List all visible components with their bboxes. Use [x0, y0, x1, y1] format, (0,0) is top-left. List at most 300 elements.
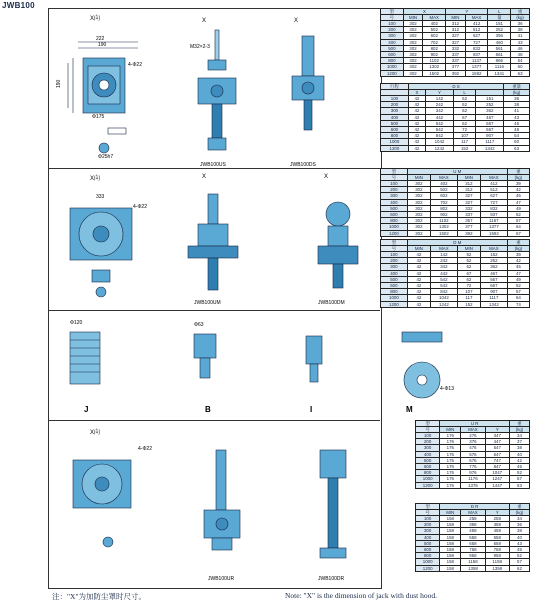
svg-text:M: M: [406, 405, 413, 414]
table-cell: 567: [476, 120, 504, 126]
table-cell: 1042: [431, 295, 458, 301]
table-cell: 176: [440, 439, 461, 445]
table-cell: 300: [381, 108, 409, 114]
table-cell: 41: [511, 33, 530, 39]
table-cell: 302: [403, 39, 423, 45]
svg-text:X: X: [202, 174, 207, 180]
table-cell: 242: [431, 258, 458, 264]
table-cell: 467: [481, 270, 508, 276]
table-cell: 362: [481, 264, 508, 270]
table-cell: 100: [381, 96, 409, 102]
table-cell: 200: [416, 522, 440, 528]
svg-text:4-Φ22: 4-Φ22: [128, 62, 142, 68]
table-cell: 937: [481, 212, 508, 218]
table-cell: 402: [431, 181, 458, 187]
table-cell: 57: [509, 559, 529, 565]
table-cell: 400: [381, 199, 408, 205]
table-cell: 976: [461, 470, 485, 476]
table-cell: 302: [407, 181, 430, 187]
table-cell: 312: [446, 21, 466, 27]
panel4-drawing: [48, 420, 380, 587]
svg-text:4-Φ22: 4-Φ22: [138, 446, 152, 452]
svg-text:4-Φ13: 4-Φ13: [440, 386, 454, 392]
table-cell: 392: [446, 70, 466, 76]
table-cell: 337: [446, 58, 466, 64]
table-cell: 158: [440, 559, 461, 565]
table-cell: 52: [457, 258, 480, 264]
table-cell: 561: [488, 45, 511, 51]
table-cell: 100: [381, 181, 408, 187]
svg-text:M32×2-3: M32×2-3: [190, 44, 210, 50]
table-cell: 1342: [481, 301, 508, 307]
panel1-drawing: [48, 8, 380, 168]
table-cell: 42: [407, 258, 430, 264]
table-cell: 902: [423, 52, 446, 58]
table-cell: 800: [381, 58, 404, 64]
table-cell: 48: [504, 127, 530, 133]
table-us-body: [381, 21, 530, 77]
table-cell: 52: [453, 96, 476, 102]
table-cell: 300: [416, 528, 440, 534]
table-cell: 327: [446, 39, 466, 45]
table-cell: 176: [440, 457, 461, 463]
table-cell: 63: [509, 482, 529, 488]
table-cell: 512: [481, 187, 508, 193]
table-cell: 67: [507, 230, 529, 236]
table-cell: 302: [403, 21, 423, 27]
footnote-cn: 注："X"为加防尘罩时尺寸。: [52, 592, 147, 601]
table-cell: 42: [408, 120, 425, 126]
table-cell: 500: [381, 205, 408, 211]
table-cell: 1000: [381, 224, 408, 230]
table-cell: 142: [426, 96, 454, 102]
table-cell: 392: [457, 230, 480, 236]
svg-text:X: X: [294, 18, 299, 24]
table-cell: 42: [407, 264, 430, 270]
table-cell: 302: [407, 193, 430, 199]
table-cell: 200: [416, 439, 440, 445]
table-row: [416, 482, 530, 488]
svg-text:Φ120: Φ120: [70, 320, 83, 326]
table-cell: 54: [504, 133, 530, 139]
table-cell: 600: [416, 464, 440, 470]
table-cell: 46: [504, 120, 530, 126]
table-cell: 907: [481, 289, 508, 295]
table-cell: 1047: [485, 470, 509, 476]
table-cell: 358: [461, 522, 485, 528]
table-cell: 400: [416, 451, 440, 457]
table-cell: 658: [485, 540, 509, 546]
view-label-1: X向: [90, 16, 101, 22]
table-cell: 1377: [465, 64, 488, 70]
table-cell: 312: [457, 187, 480, 193]
table-cell: 45: [509, 464, 529, 470]
table-cell: 347: [485, 433, 509, 439]
table-cell: 1302: [431, 224, 458, 230]
table-cell: 176: [440, 470, 461, 476]
svg-text:X: X: [324, 174, 329, 180]
table-cell: 1200: [381, 301, 408, 307]
table-cell: 500: [416, 457, 440, 463]
table-cell: 1376: [461, 482, 485, 488]
table-cell: 34: [509, 433, 529, 439]
table-cell: 60: [504, 139, 530, 145]
table-cell: 52: [507, 212, 529, 218]
table-cell: 36: [511, 21, 530, 27]
table-cell: 38: [509, 528, 529, 534]
svg-text:JWB100DM: JWB100DM: [318, 300, 345, 306]
table-cell: 902: [431, 212, 458, 218]
table-cell: 442: [426, 114, 454, 120]
table-cell: 52: [453, 102, 476, 108]
table-cell: 1137: [465, 58, 488, 64]
table-cell: 332: [457, 205, 480, 211]
table-cell: 100: [381, 21, 404, 27]
table-cell: 327: [446, 33, 466, 39]
table-cell: 400: [381, 114, 409, 120]
table-cell: 47: [507, 270, 529, 276]
accessory-m-drawing: [380, 310, 546, 420]
table-cell: 658: [461, 540, 485, 546]
table-cell: 602: [431, 193, 458, 199]
table-cell: 252: [481, 258, 508, 264]
table-cell: 302: [403, 70, 423, 76]
table-cell: 300: [381, 264, 408, 270]
table-row: [416, 565, 530, 571]
table-cell: 1377: [481, 224, 508, 230]
table-cell: 377: [446, 64, 466, 70]
table-cell: 38: [509, 445, 529, 451]
table-cell: 151: [476, 96, 504, 102]
table-cell: 34: [509, 516, 529, 522]
table-cell: 117: [453, 139, 476, 145]
table-cell: 442: [431, 270, 458, 276]
table-cell: 1158: [461, 559, 485, 565]
table-cell: 402: [423, 21, 446, 27]
table-cell: 302: [403, 64, 423, 70]
table-cell: 36: [509, 522, 529, 528]
table-cell: 41: [504, 108, 530, 114]
table-cell: 600: [381, 283, 408, 289]
table-cell: 302: [407, 199, 430, 205]
table-cell: 52: [509, 470, 529, 476]
table-row: [381, 230, 530, 236]
table-cell: 602: [423, 33, 446, 39]
table-cell: 1358: [461, 565, 485, 571]
table-cell: 802: [431, 205, 458, 211]
table-cell: 842: [431, 289, 458, 295]
table-cell: 38: [511, 27, 530, 33]
table-cell: 158: [440, 528, 461, 534]
table-cell: 447: [485, 439, 509, 445]
table-cell: 63: [504, 145, 530, 151]
table-cell: 467: [476, 114, 504, 120]
table-cell: 576: [461, 451, 485, 457]
table-cell: 567: [481, 276, 508, 282]
table-cell: 43: [509, 540, 529, 546]
table-cell: 758: [485, 547, 509, 553]
table-cell: 747: [485, 457, 509, 463]
table-cell: 72: [457, 283, 480, 289]
table-cell: 642: [431, 283, 458, 289]
svg-text:4-Φ22: 4-Φ22: [133, 204, 147, 210]
table-cell: 362: [476, 108, 504, 114]
table-cell: 42: [408, 139, 425, 145]
table-cell: 1117: [476, 139, 504, 145]
table-cell: 302: [407, 212, 430, 218]
svg-text:X向: X向: [90, 430, 101, 436]
table-cell: 342: [426, 108, 454, 114]
panel3-drawing: [48, 310, 380, 420]
table-cell: 458: [461, 528, 485, 534]
svg-text:Φ175: Φ175: [92, 114, 105, 120]
table-cell: 600: [416, 547, 440, 553]
table-cell: 1116: [488, 64, 511, 70]
table-cell: 667: [481, 283, 508, 289]
table-cell: 57: [507, 218, 529, 224]
table-cell: 42: [507, 187, 529, 193]
table-cell: 542: [426, 120, 454, 126]
table-cell: 176: [440, 482, 461, 488]
table-cell: 151: [488, 21, 511, 27]
table-cell: 958: [461, 553, 485, 559]
table-cell: 1200: [381, 70, 404, 76]
table-cell: 152: [453, 145, 476, 151]
table-cell: 158: [440, 534, 461, 540]
table-cell: 39: [507, 181, 529, 187]
table-cell: 502: [431, 187, 458, 193]
table-cell: 42: [407, 252, 430, 258]
table-cell: 667: [476, 127, 504, 133]
table-cell: 158: [440, 553, 461, 559]
table-cell: 42: [408, 96, 425, 102]
table-cell: 512: [465, 27, 488, 33]
table-cell: 117: [457, 295, 480, 301]
table-cell: 642: [426, 127, 454, 133]
table-cell: 458: [485, 528, 509, 534]
table-cell: 158: [440, 565, 461, 571]
table-cell: 1102: [423, 58, 446, 64]
table-cell: 1502: [431, 230, 458, 236]
svg-text:JWB100US: JWB100US: [200, 162, 226, 168]
table-cell: 45: [507, 264, 529, 270]
table-cell: 47: [507, 199, 529, 205]
table-cell: 1342: [476, 145, 504, 151]
table-cell: 42: [408, 133, 425, 139]
table-cell: 1247: [485, 476, 509, 482]
table-um: 型 U M 重 号 MIN MAX MIN MAX (kg) 100 302 402 312 412 39 200 302 502 312 512 42 300 302 602 327 627 45 400 302 702 327 727 47 500 302 802 332 832 49 600 302 902 337 937 52 800 302 1102 357 1157 57 1000 302 1302 377 1377 64 1200 302 1502 392 1592 67: [380, 168, 530, 237]
table-cell: 357: [457, 218, 480, 224]
table-dm: 型 D M 重 号 MIN MAX MIN MAX (kg) 100 42 142 52 152 39 200 42 242 52 252 42 300 42 342 62 362 45 400 42 442 67 467 47 500 42 542 62 567 49 600 42 642 72 667 52 800 42 842 107 907 57 1000 42 1042 117 1117 64 1200 42 1242 152 1342 74: [380, 239, 530, 308]
table-cell: 302: [403, 52, 423, 58]
table-cell: 300: [416, 445, 440, 451]
table-cell: 332: [446, 45, 466, 51]
table-cell: 400: [381, 39, 404, 45]
svg-text:222: 222: [96, 36, 105, 42]
svg-text:190: 190: [98, 42, 107, 48]
table-cell: 727: [481, 199, 508, 205]
table-cell: 1200: [416, 565, 440, 571]
table-cell: 62: [453, 108, 476, 114]
table-cell: 1302: [423, 64, 446, 70]
table-cell: 57: [507, 289, 529, 295]
table-cell: 842: [426, 133, 454, 139]
table-cell: 937: [465, 52, 488, 58]
table-cell: 1502: [423, 70, 446, 76]
table-cell: 1158: [485, 559, 509, 565]
table-cell: 49: [507, 276, 529, 282]
table-cell: 337: [446, 52, 466, 58]
table-cell: 1200: [381, 230, 408, 236]
table-cell: 37: [509, 439, 529, 445]
table-cell: 39: [507, 252, 529, 258]
table-cell: 62: [509, 565, 529, 571]
table-cell: 1242: [426, 145, 454, 151]
table-cell: 52: [457, 252, 480, 258]
table-cell: 74: [507, 301, 529, 307]
table-cell: 200: [381, 27, 404, 33]
table-cell: 252: [476, 102, 504, 108]
table-cell: 48: [511, 52, 530, 58]
table-cell: 907: [476, 133, 504, 139]
table-cell: 1102: [431, 218, 458, 224]
table-cell: 62: [457, 276, 480, 282]
table-cell: 42: [407, 276, 430, 282]
table-cell: 866: [488, 58, 511, 64]
table-cell: 152: [481, 252, 508, 258]
table-cell: 1592: [465, 70, 488, 76]
table-cell: 42: [408, 102, 425, 108]
table-cell: 1200: [416, 482, 440, 488]
table-cell: 300: [381, 193, 408, 199]
table-cell: 500: [416, 540, 440, 546]
table-cell: 49: [507, 205, 529, 211]
table-cell: 302: [403, 58, 423, 64]
table-cell: 42: [408, 108, 425, 114]
table-cell: 42: [507, 258, 529, 264]
table-cell: 40: [509, 534, 529, 540]
table-cell: 252: [488, 27, 511, 33]
table-cell: 302: [407, 218, 430, 224]
svg-text:JWB100UR: JWB100UR: [208, 576, 235, 582]
table-cell: 302: [407, 187, 430, 193]
table-cell: 1358: [485, 565, 509, 571]
table-cell: 676: [461, 457, 485, 463]
table-cell: 1242: [431, 301, 458, 307]
svg-text:B: B: [205, 405, 211, 414]
table-cell: 302: [403, 27, 423, 33]
table-cell: 558: [461, 534, 485, 540]
table-cell: 200: [381, 258, 408, 264]
table-cell: 158: [440, 547, 461, 553]
table-cell: 67: [453, 114, 476, 120]
table-cell: 63: [511, 70, 530, 76]
table-cell: 542: [431, 276, 458, 282]
table-cell: 45: [507, 193, 529, 199]
table-cell: 300: [381, 33, 404, 39]
table-cell: 62: [457, 264, 480, 270]
table-row: [381, 145, 530, 151]
table-cell: 337: [457, 212, 480, 218]
svg-text:190: 190: [56, 79, 62, 88]
table-cell: 958: [485, 553, 509, 559]
table-cell: 600: [381, 212, 408, 218]
table-cell: 40: [509, 451, 529, 457]
table-cell: 1000: [381, 64, 404, 70]
table-cell: 46: [511, 45, 530, 51]
svg-text:JWB100DR: JWB100DR: [318, 576, 345, 582]
table-cell: 302: [407, 205, 430, 211]
table-cell: 1000: [416, 476, 440, 482]
table-cell: 302: [403, 33, 423, 39]
table-cell: 776: [461, 464, 485, 470]
table-cell: 800: [416, 470, 440, 476]
table-cell: 42: [407, 289, 430, 295]
table-cell: 302: [407, 230, 430, 236]
table-cell: 107: [453, 133, 476, 139]
table-cell: 276: [461, 433, 485, 439]
svg-text:JWB100UM: JWB100UM: [194, 300, 221, 306]
table-cell: 200: [381, 102, 409, 108]
table-dr: 型 D R 重 号 MIN MAX Y (kg) 100 158 258 258 34 200 158 358 358 36 300 158 458 458 38 400 158 558 558 40 500 158 658 658 43 600 158 758 758 45 800 158 958 958 52 1000 158 1158 1158 57 1200 158 1358 1358 62: [415, 503, 530, 572]
table-cell: 800: [381, 218, 408, 224]
table-cell: 42: [408, 145, 425, 151]
svg-text:333: 333: [96, 194, 105, 200]
table-cell: 342: [431, 264, 458, 270]
table-cell: 558: [485, 534, 509, 540]
table-cell: 1592: [481, 230, 508, 236]
table-cell: 67: [457, 270, 480, 276]
table-cell: 847: [485, 464, 509, 470]
table-cell: 176: [440, 433, 461, 439]
table-cell: 42: [408, 114, 425, 120]
table-cell: 377: [457, 224, 480, 230]
table-cell: 500: [381, 45, 404, 51]
svg-text:J: J: [84, 405, 89, 414]
table-cell: 302: [403, 45, 423, 51]
table-cell: 661: [488, 52, 511, 58]
table-cell: 600: [381, 52, 404, 58]
table-us: 型 X Y L 重 号 MIN MAX MIN MAX 量 (kg) 100 302 402 312 412 151 36 200 302 502 312 512 252 38 300 302 602 327 627 356 41 400 302 702 327 727 460 43 500 302 802 332 832 561 46 600 302 902 337 937 661 48 800 302 1102 337 1137 866 54 1000 302 1302 377 1377 1116 60 1200 302 1502 392 1592 1341 63: [380, 8, 530, 77]
panel2-drawing: [48, 168, 380, 310]
footnote-en: Note: "X" is the dimension of jack with dust hood.: [285, 591, 437, 600]
table-cell: 1176: [461, 476, 485, 482]
table-cell: 42: [407, 301, 430, 307]
table-cell: 38: [504, 102, 530, 108]
table-ds: 行程 D S 重量 X Y L (kg) 100 42 142 52 151 36 200 42 242 52 252 38 300 42 342 62 362 41 400 42 442 67 467 43 500 42 542 62 567 46 600 42 642 72 667 48 800 42 842 107 907 54 1000 42 1042 117 1117 60 1200 42 1242 152 1342 63: [380, 83, 530, 152]
table-cell: 52: [509, 553, 529, 559]
svg-text:JWB100DS: JWB100DS: [290, 162, 316, 168]
table-cell: 242: [426, 102, 454, 108]
table-cell: 312: [457, 181, 480, 187]
table-cell: 52: [507, 283, 529, 289]
table-row: [381, 70, 530, 76]
table-cell: 400: [416, 534, 440, 540]
table-cell: 200: [381, 187, 408, 193]
table-cell: 356: [488, 33, 511, 39]
table-cell: 176: [440, 476, 461, 482]
table-cell: 57: [509, 476, 529, 482]
table-cell: 107: [457, 289, 480, 295]
table-cell: 45: [509, 547, 529, 553]
table-cell: 832: [465, 45, 488, 51]
table-cell: 832: [481, 205, 508, 211]
table-cell: 42: [407, 270, 430, 276]
table-cell: 142: [431, 252, 458, 258]
table-cell: 158: [440, 540, 461, 546]
table-cell: 502: [423, 27, 446, 33]
table-cell: 60: [511, 64, 530, 70]
